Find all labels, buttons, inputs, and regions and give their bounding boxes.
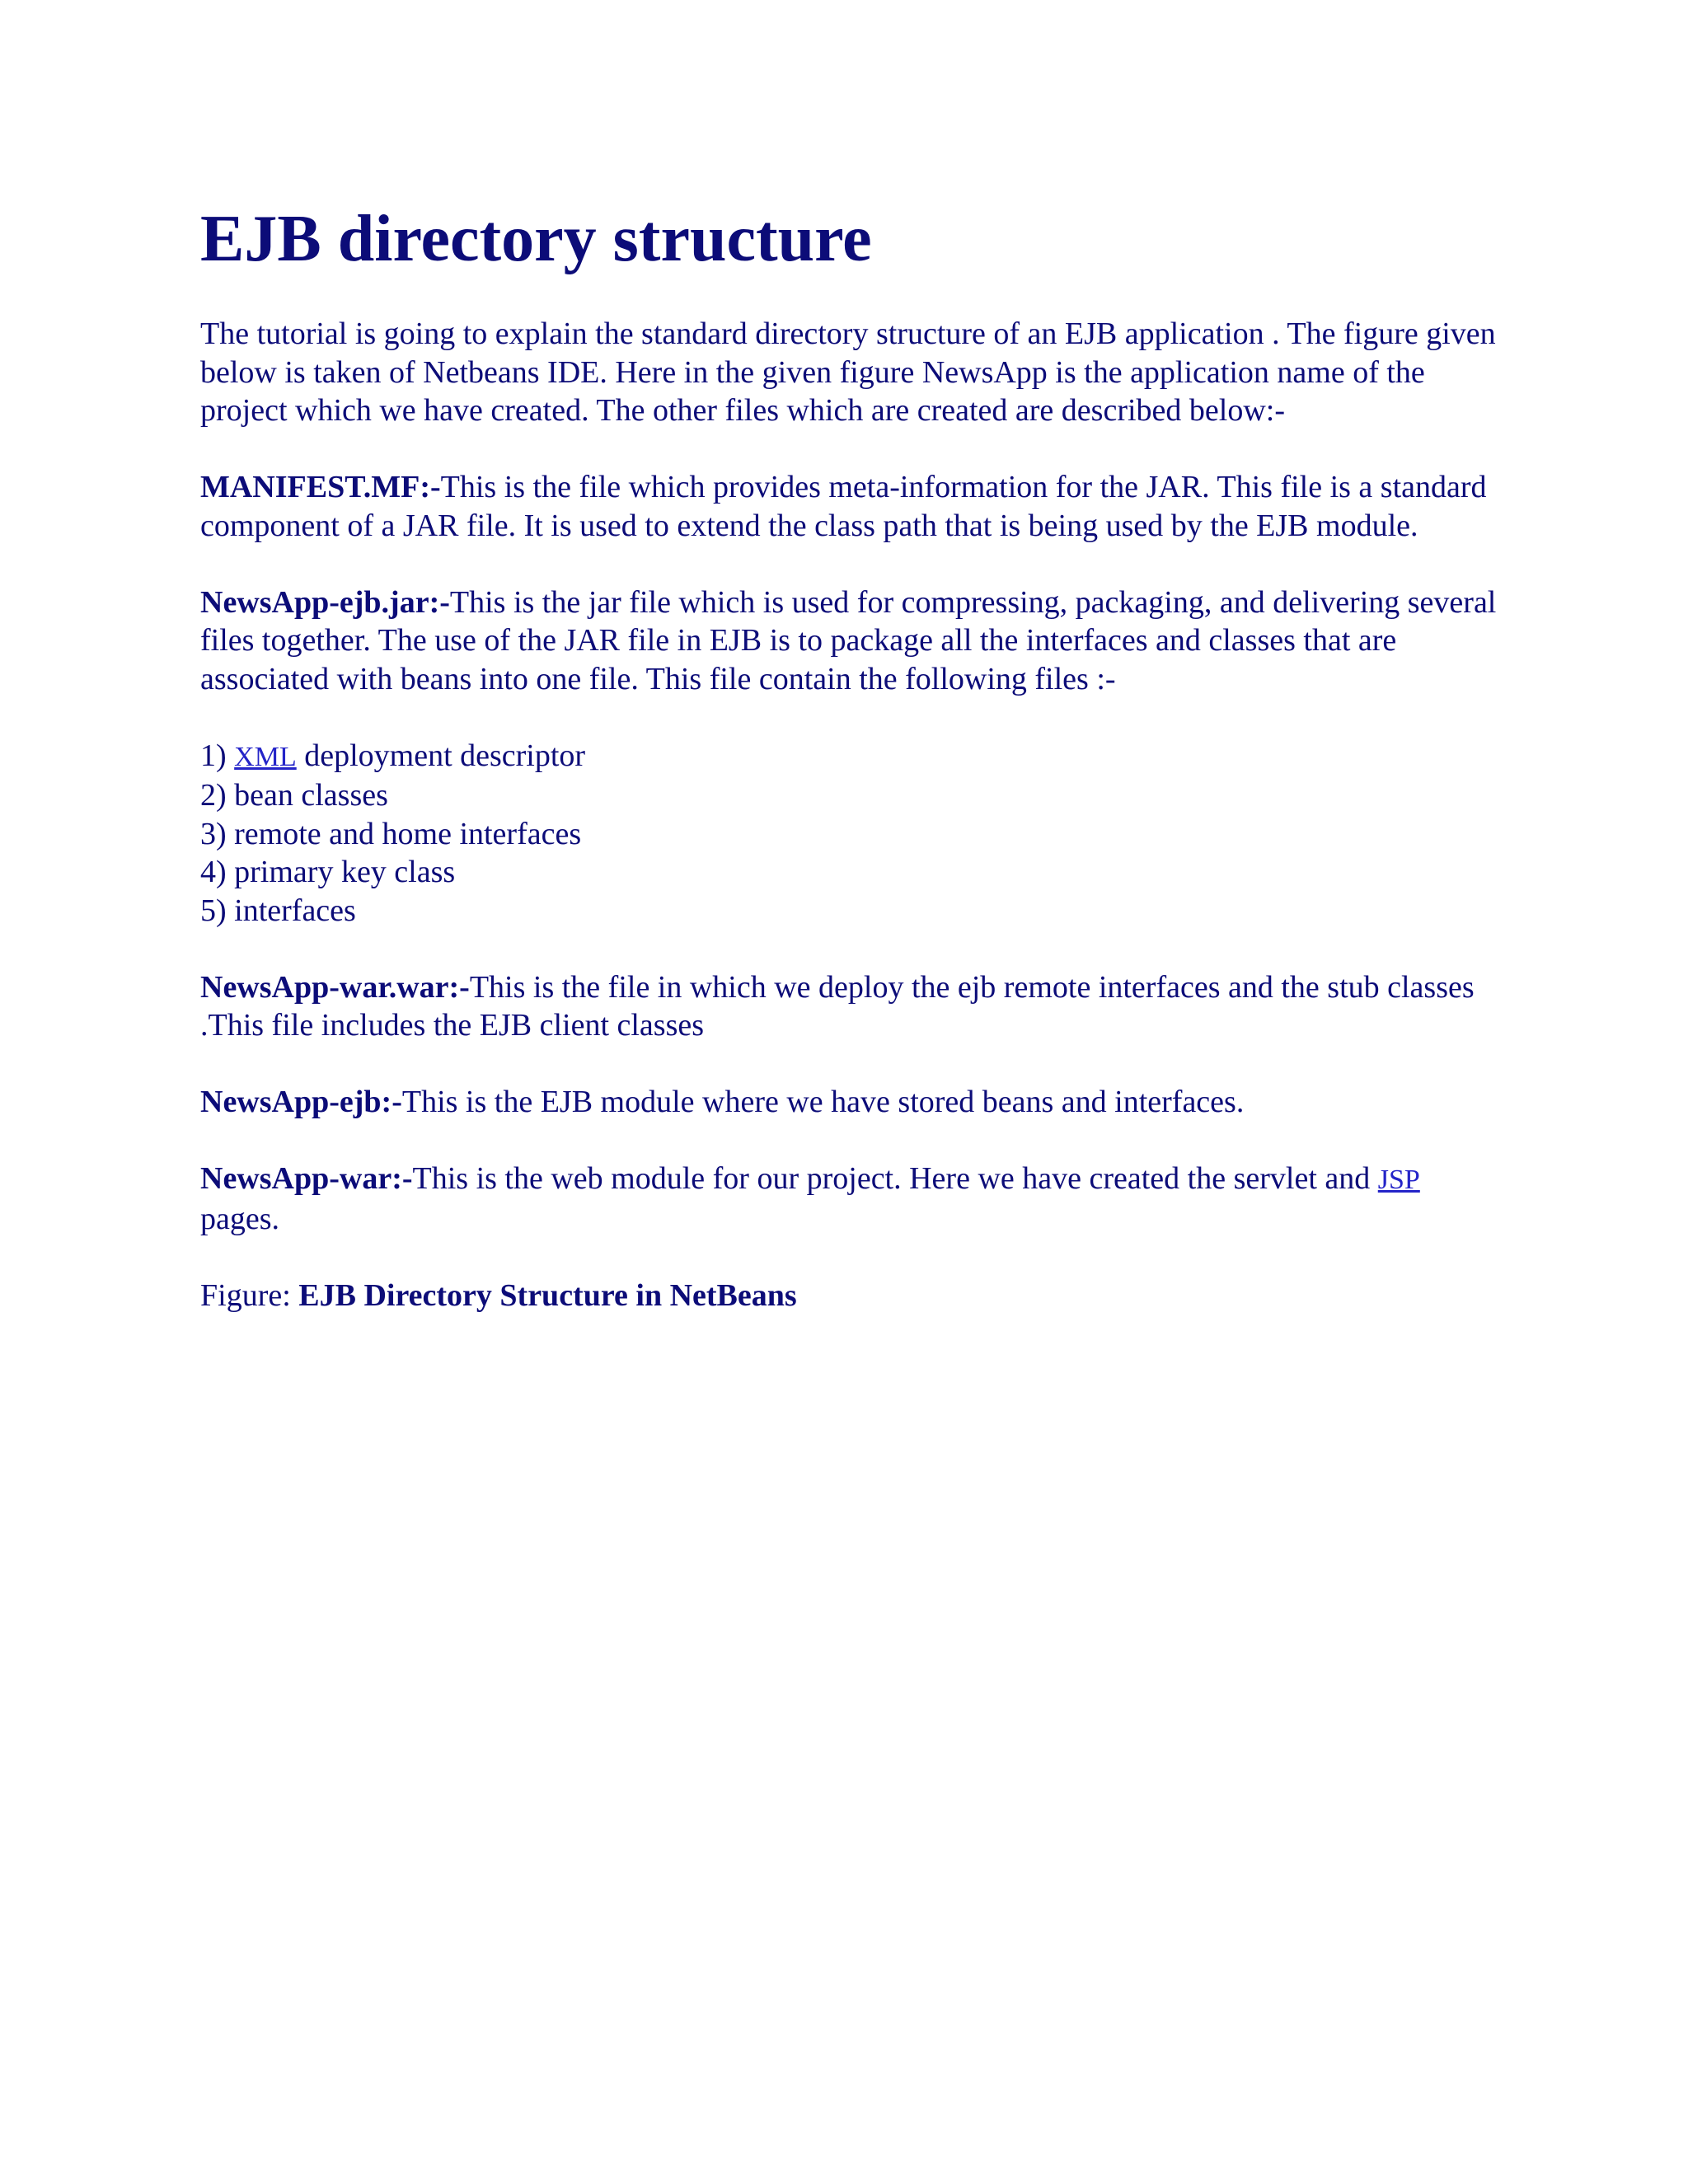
war-module-text: This is the web module for our project. Here we have created the servlet and [412, 1161, 1378, 1196]
list-item-1-prefix: 1) [200, 738, 235, 773]
ejb-module-text: This is the EJB module where we have stored beans and interfaces. [401, 1085, 1245, 1119]
war-war-paragraph [200, 968, 1519, 1045]
list-item: 4) primary key class [200, 855, 456, 889]
ejb-jar-paragraph [200, 583, 1519, 699]
manifest-text: This is the file which provides meta-information for the JAR. This file is a standard component of a JAR file. It is used to extend the class path that is being used by the EJB module. [200, 470, 1487, 543]
war-war-term: NewsApp-war.war:- [200, 969, 470, 1005]
war-module-paragraph [200, 1160, 1519, 1238]
list-item-1-suffix: deployment descriptor [296, 738, 586, 773]
ejb-module-paragraph [200, 1083, 1519, 1122]
ejb-module-term: NewsApp-ejb:- [200, 1085, 402, 1119]
ejb-jar-text: This is the jar file which is used for compressing, packaging, and delivering several files together. The use of the JAR file in EJB is to package all the interfaces and classes that are associated with beans into one file. This file contain the following files :- [200, 584, 1497, 696]
intro-paragraph: The tutorial is going to explain the standard directory structure of an EJB application . The figure given below is taken of Netbeans IDE. Here in the given figure NewsApp is the application name of the project which we have created. The other files which are created are described below:- [200, 316, 1496, 428]
page-title: EJB directory structure [200, 203, 872, 275]
document-page [200, 198, 1519, 1315]
war-module-text-end: pages. [200, 1201, 280, 1236]
xml-link[interactable]: XML [234, 741, 297, 772]
war-war-text: This is the file in which we deploy the ejb remote interfaces and the stub classes .This file includes the EJB client classes [200, 969, 1475, 1043]
list-item: 3) remote and home interfaces [200, 816, 582, 851]
jar-contents-list [200, 737, 1519, 930]
figure-caption-text: EJB Directory Structure in NetBeans [298, 1277, 797, 1313]
list-item: 2) bean classes [200, 778, 388, 813]
manifest-term: MANIFEST.MF:- [200, 470, 441, 504]
ejb-jar-term: NewsApp-ejb.jar:- [200, 584, 450, 620]
war-module-term: NewsApp-war:- [200, 1161, 413, 1196]
jsp-link[interactable]: JSP [1377, 1165, 1420, 1195]
figure-label: Figure: [200, 1277, 299, 1313]
list-item [200, 737, 1519, 777]
figure-caption [200, 1277, 1519, 1315]
list-item: 5) interfaces [200, 893, 356, 928]
manifest-paragraph [200, 468, 1519, 545]
